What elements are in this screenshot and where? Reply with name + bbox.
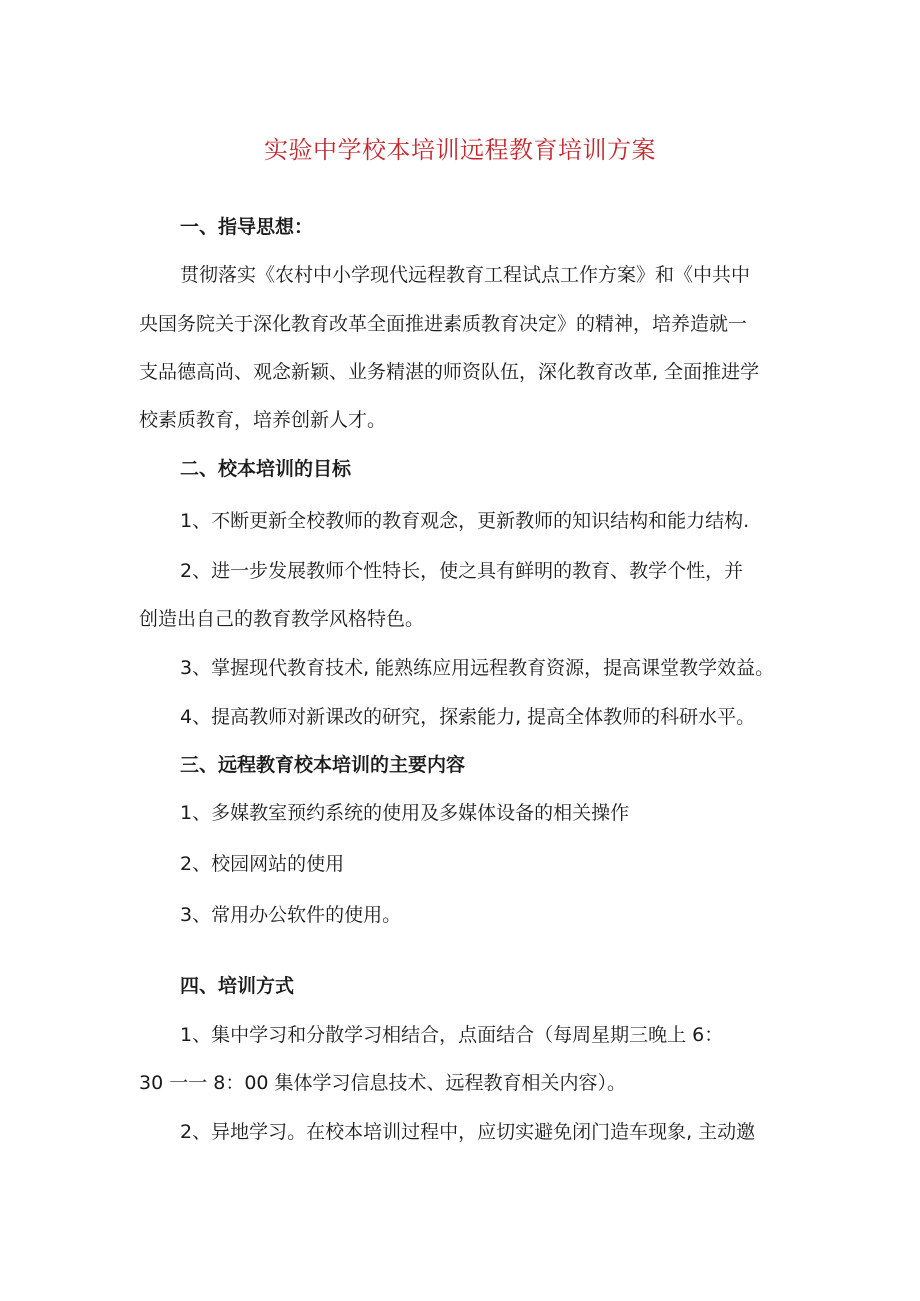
list-item: 3、常用办公软件的使用。 [180, 904, 402, 926]
list-item: 2、校园网站的使用 [180, 853, 345, 875]
paragraph-line: 30 一一 8：00 集体学习信息技术、远程教育相关内容）。 [139, 1072, 627, 1094]
section-heading-goals: 二、校本培训的目标 [180, 458, 352, 480]
list-item: 3、掌握现代教育技术, 能熟练应用远程教育资源，提高课堂教学效益。 [180, 657, 775, 679]
paragraph-line: 校素质教育，培养创新人才。 [139, 409, 387, 431]
section-heading-guiding-thought: 一、指导思想： [180, 216, 314, 238]
document-title: 实验中学校本培训远程教育培训方案 [264, 136, 656, 164]
list-item: 2、进一步发展教师个性特长，使之具有鲜明的教育、教学个性，并 [180, 560, 744, 582]
list-item: 1、集中学习和分散学习相结合，点面结合（每周星期三晚上 6： [180, 1024, 724, 1046]
paragraph-line: 创造出自己的教育教学风格特色。 [139, 608, 425, 630]
paragraph-line: 央国务院关于深化教育改革全面推进素质教育决定》的精神，培养造就一 [139, 313, 748, 335]
section-heading-methods: 四、培训方式 [180, 975, 295, 997]
paragraph-line: 支品德高尚、观念新颖、业务精湛的师资队伍，深化教育改革, 全面推进学 [139, 361, 760, 383]
list-item: 2、异地学习。在校本培训过程中，应切实避免闭门造车现象, 主动邀 [180, 1121, 756, 1143]
list-item: 4、提高教师对新课改的研究，探索能力, 提高全体教师的科研水平。 [180, 706, 756, 728]
list-item: 1、不断更新全校教师的教育观念，更新教师的知识结构和能力结构. [180, 510, 750, 532]
list-item: 1、多媒教室预约系统的使用及多媒体设备的相关操作 [180, 802, 630, 824]
section-heading-content: 三、远程教育校本培训的主要内容 [180, 754, 466, 776]
paragraph-line: 贯彻落实《农村中小学现代远程教育工程试点工作方案》和《中共中 [180, 264, 751, 286]
